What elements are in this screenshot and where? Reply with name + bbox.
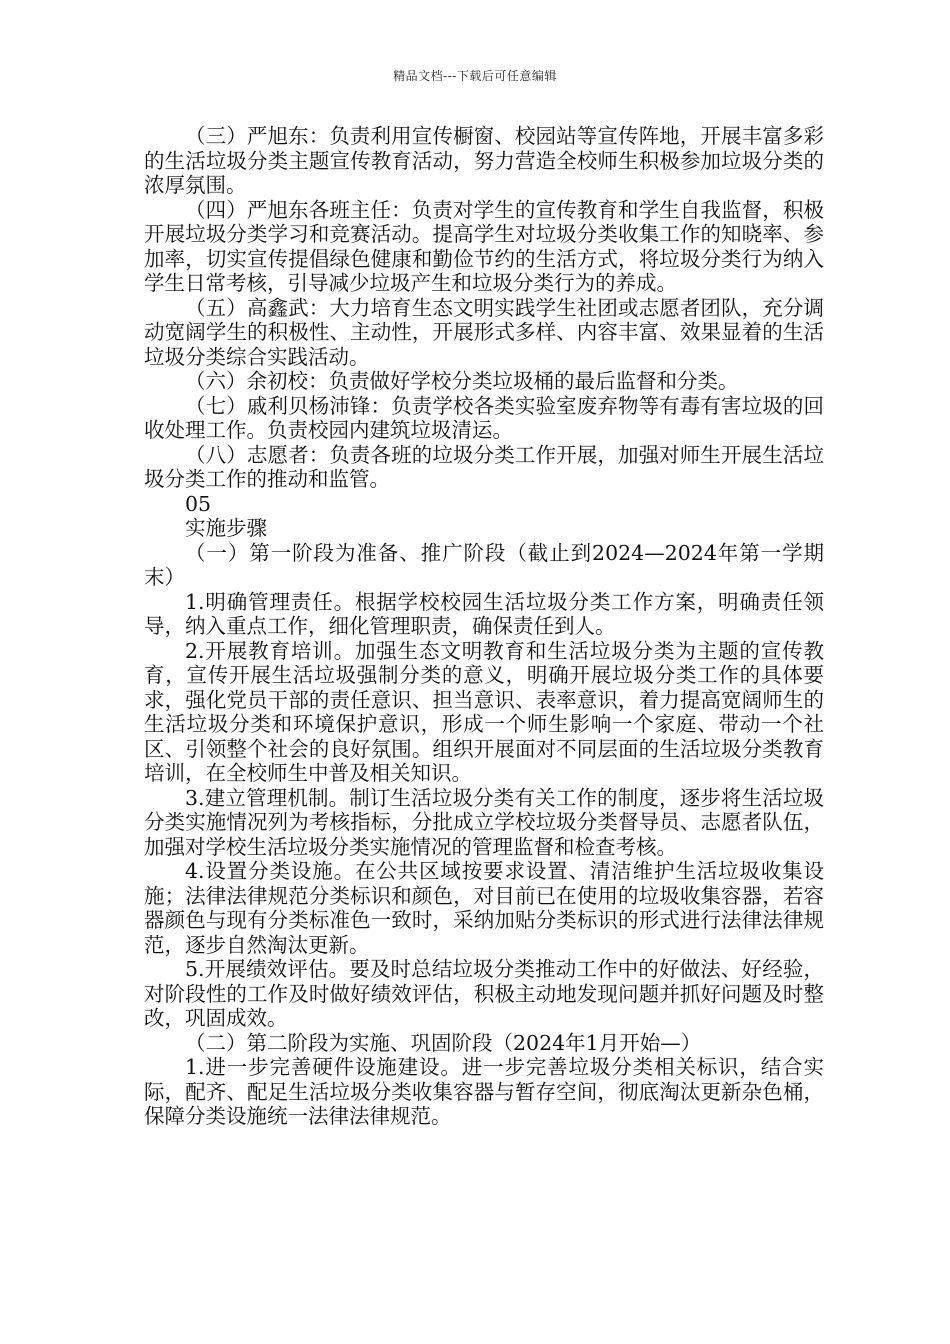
stage-two-heading: （二）第二阶段为实施、巩固阶段（2024年1月开始—） [185, 1030, 702, 1055]
paragraph-student-groups: （五）高鑫武：大力培育生态文明实践学生社团或志愿者团队，充分调动宽阔学生的积极性、主动性，开展形式多样、内容丰富、效果显着的生活垃圾分类综合实践活动。 [144, 295, 824, 369]
step-management-responsibility: 1.明确管理责任。根据学校校园生活垃圾分类工作方案，明确责任领导，纳入重点工作，细化管理职责，确保责任到人。 [144, 589, 824, 638]
section-title: 实施步骤 [185, 516, 267, 540]
step-sorting-facilities: 4.设置分类设施。在公共区域按要求设置、清洁维护生活垃圾收集设施；法律法律规范分类标识和颜色，对目前已在使用的垃圾收集容器，若容器颜色与现有分类标准色一致时，采纳加贴分类标识的形式进行法律法律规范，逐步自然淘汰更新。 [144, 859, 824, 957]
page-header: 精品文档---下载后可任意编辑 [393, 69, 557, 83]
stage-one-heading: （一）第一阶段为准备、推广阶段（截止到2024—2024年第一学期末） [144, 540, 824, 589]
document-body [144, 124, 824, 1129]
paragraph-publicity: （三）严旭东：负责利用宣传橱窗、校园站等宣传阵地，开展丰富多彩的生活垃圾分类主题宣传教育活动，努力营造全校师生积极参加垃圾分类的浓厚氛围。 [144, 124, 824, 197]
paragraph-bin-supervision: （六）余初校：负责做好学校分类垃圾桶的最后监督和分类。 [185, 369, 739, 393]
step-hardware-facilities: 1.进一步完善硬件设施建设。进一步完善垃圾分类相关标识，结合实际，配齐、配足生活垃圾分类收集容器与暂存空间，彻底淘汰更新杂色桶，保障分类设施统一法律法律规范。 [144, 1055, 824, 1128]
paragraph-class-teachers: （四）严旭东各班主任：负责对学生的宣传教育和学生自我监督，积极开展垃圾分类学习和竞赛活动。提高学生对垃圾分类收集工作的知晓率、参加率，切实宣传提倡绿色健康和勤俭节约的生活方式，将垃圾分类行为纳入学生日常考核，引导减少垃圾产生和垃圾分类行为的养成。 [144, 197, 824, 295]
step-education-training: 2.开展教育培训。加强生态文明教育和生活垃圾分类为主题的宣传教育，宣传开展生活垃圾强制分类的意义，明确开展垃圾分类工作的具体要求，强化党员干部的责任意识、担当意识、表率意识，着力提高宽阔师生的生活垃圾分类和环境保护意识，形成一个师生影响一个家庭、带动一个社区、引领整个社会的良好氛围。组织开展面对不同层面的生活垃圾分类教育培训，在全校师生中普及相关知识。 [144, 638, 824, 785]
step-performance-evaluation: 5.开展绩效评估。要及时总结垃圾分类推动工作中的好做法、好经验，对阶段性的工作及时做好绩效评估，积极主动地发现问题并抓好问题及时整改，巩固成效。 [144, 957, 824, 1030]
step-management-mechanism: 3.建立管理机制。制订生活垃圾分类有关工作的制度，逐步将生活垃圾分类实施情况列为考核指标，分批成立学校垃圾分类督导员、志愿者队伍，加强对学校生活垃圾分类实施情况的管理监督和检查考核。 [144, 785, 824, 859]
paragraph-hazardous-waste: （七）戚利贝杨沛锋：负责学校各类实验室废弃物等有毒有害垃圾的回收处理工作。负责校园内建筑垃圾清运。 [144, 393, 824, 442]
paragraph-volunteers: （八）志愿者：负责各班的垃圾分类工作开展，加强对师生开展生活垃圾分类工作的推动和监管。 [144, 442, 824, 491]
section-number: 05 [185, 491, 212, 516]
